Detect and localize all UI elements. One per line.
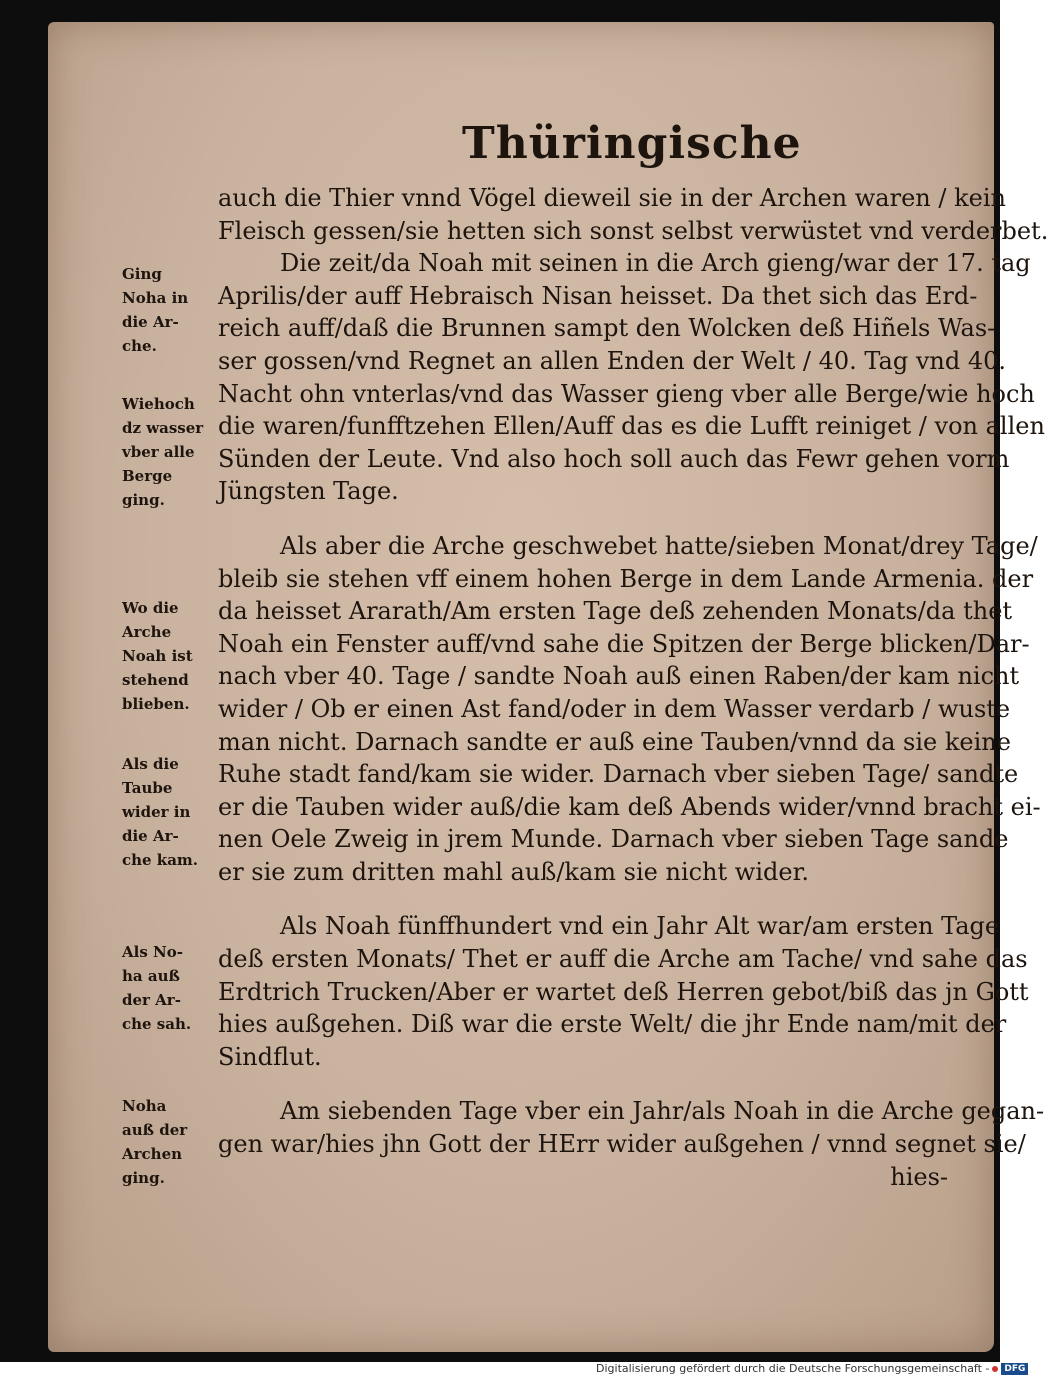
text-line: nach vber 40. Tage / sandte Noah auß einen Raben/der kam nicht	[218, 662, 1020, 691]
text-line: reich auff/daß die Brunnen sampt den Wolcken deß Hiñels Was-	[218, 314, 996, 343]
digitization-credit	[596, 1362, 1028, 1380]
margin-note-wiehoch	[122, 392, 226, 512]
margin-note-line: Arche	[122, 623, 172, 641]
text-line: bleib sie stehen vff einem hohen Berge in dem Lande Armenia. der	[218, 564, 1034, 593]
text-line: man nicht. Darnach sandte er auß eine Tauben/vnnd da sie keine	[218, 727, 1011, 756]
text-line: deß ersten Monats/ Thet er auff die Arche am Tache/ vnd sahe das	[218, 945, 1028, 974]
text-line: er die Tauben wider auß/die kam deß Abends wider/vnnd bracht ei-	[218, 792, 1041, 821]
margin-note-wo-die-arche	[122, 596, 226, 716]
margin-note-line: Ging	[122, 265, 162, 283]
margin-note-line: che.	[122, 337, 157, 355]
margin-note-line: che sah.	[122, 1015, 192, 1033]
text-line: auch die Thier vnnd Vögel dieweil sie in der Archen waren / kein	[218, 184, 1006, 212]
text-line: die waren/funfftzehen Ellen/Auff das es die Lufft reiniget / von allen	[218, 412, 1045, 441]
margin-note-line: Noah ist	[122, 647, 193, 665]
text-line: Sindflut.	[218, 1042, 322, 1071]
text-line: Erdtrich Trucken/Aber er wartet deß Herren gebot/biß das jn Gott	[218, 977, 1029, 1006]
margin-note-als-noha-aus	[122, 940, 226, 1036]
margin-note-line: vber alle	[122, 443, 195, 461]
text-line: wider / Ob er einen Ast fand/oder in dem Wasser verdarb / wuste	[218, 694, 1011, 723]
margin-note-als-die-taube	[122, 752, 226, 872]
margin-note-line: ging.	[122, 1169, 165, 1187]
text-line: nen Oele Zweig in jrem Munde. Darnach vber sieben Tage sande	[218, 825, 1009, 854]
text-line: er sie zum dritten mahl auß/kam sie nicht wider.	[218, 857, 810, 886]
margin-note-ging-noha	[122, 262, 226, 358]
margin-note-line: Noha	[122, 1097, 167, 1115]
text-line: Aprilis/der auff Hebraisch Nisan heisset. Da thet sich das Erd-	[218, 281, 978, 310]
text-line: ser gossen/vnd Regnet an allen Enden der Welt / 40. Tag vnd 40.	[218, 346, 1007, 375]
text-line: Jüngsten Tage.	[218, 477, 399, 506]
paragraph-gap	[218, 508, 958, 530]
text-line: Fleisch gessen/sie hetten sich sonst selbst verwüstet vnd verderbet.	[218, 216, 1048, 245]
margin-note-line: wider in	[122, 803, 191, 821]
margin-note-line: ging.	[122, 491, 165, 509]
dfg-dot-icon	[992, 1366, 998, 1372]
margin-note-noha-aus-archen	[122, 1094, 226, 1190]
dfg-logo: DFG	[1001, 1363, 1028, 1375]
text-line: Als aber die Arche geschwebet hatte/sieben Monat/drey Tage/	[280, 531, 1038, 560]
margin-note-line: der Ar-	[122, 991, 181, 1009]
paragraph-gap	[218, 1073, 958, 1095]
margin-note-line: Berge	[122, 467, 173, 485]
footer-text: Digitalisierung gefördert durch die Deutsche Forschungsgemeinschaft -	[596, 1362, 990, 1375]
running-head: Thüringische	[462, 118, 802, 169]
margin-note-line: Taube	[122, 779, 173, 797]
margin-note-line: Wiehoch	[122, 395, 195, 413]
margin-note-line: stehend	[122, 671, 189, 689]
text-line: da heisset Ararath/Am ersten Tage deß zehenden Monats/da thet	[218, 597, 1013, 626]
main-text	[218, 182, 1048, 1193]
text-line: Noah ein Fenster auff/vnd sahe die Spitzen der Berge blicken/Dar-	[218, 629, 1030, 658]
margin-note-line: blieben.	[122, 695, 190, 713]
margin-note-line: Wo die	[122, 599, 179, 617]
margin-note-line: Archen	[122, 1145, 183, 1163]
text-line: hies außgehen. Diß war die erste Welt/ die jhr Ende nam/mit der	[218, 1010, 1007, 1039]
margin-note-line: dz wasser	[122, 419, 204, 437]
text-line: Die zeit/da Noah mit seinen in die Arch gieng/war der 17. tag	[280, 249, 1031, 278]
margin-note-line: die Ar-	[122, 827, 179, 845]
margin-note-line: che kam.	[122, 851, 199, 869]
margin-note-line: auß der	[122, 1121, 188, 1139]
text-line: Nacht ohn vnterlas/vnd das Wasser gieng vber alle Berge/wie hoch	[218, 379, 1035, 408]
text-line: gen war/hies jhn Gott der HErr wider außgehen / vnnd segnet sie/	[218, 1130, 1026, 1159]
catchword: hies-	[890, 1162, 948, 1191]
margin-note-line: Noha in	[122, 289, 189, 307]
margin-note-line: Als die	[122, 755, 179, 773]
paragraph-gap	[218, 888, 958, 910]
text-line: Sünden der Leute. Vnd also hoch soll auch das Fewr gehen vorm	[218, 444, 1010, 473]
text-line: Ruhe stadt fand/kam sie wider. Darnach vber sieben Tage/ sandte	[218, 760, 1019, 789]
margin-note-line: Als No-	[122, 943, 183, 961]
margin-note-line: die Ar-	[122, 313, 179, 331]
text-line: Am siebenden Tage vber ein Jahr/als Noah in die Arche gegan-	[280, 1097, 1045, 1126]
text-line: Als Noah fünffhundert vnd ein Jahr Alt war/am ersten Tage	[280, 912, 1000, 941]
margin-note-line: ha auß	[122, 967, 180, 985]
